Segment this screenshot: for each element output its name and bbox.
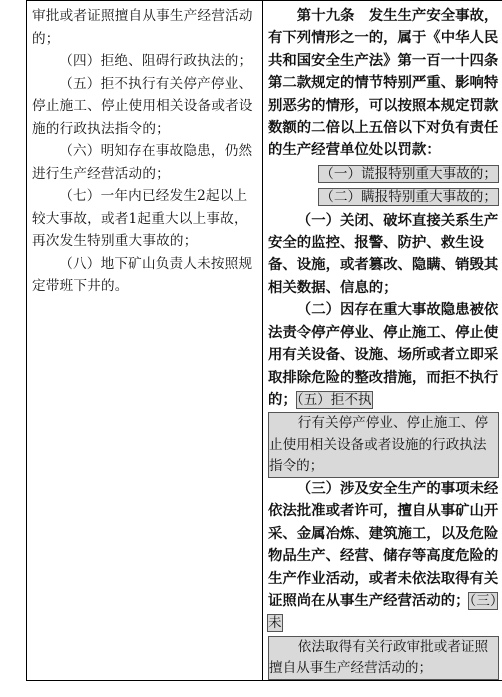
highlight-concealed-report: （二）瞒报特别重大事故的； xyxy=(320,189,497,206)
right-paragraph-3: （三）涉及安全生产的事项未经依法批准或者许可，擅自从事矿山开采、金属冶炼、建筑施工，以及危险物品生产、经营、储存等高度危险的生产作业活动，或者未依法取得有关证照尚在从事生产经营活动的；（三）未 依法取得有关行政审批或者证照擅自从事生产经营活动的； xyxy=(268,478,499,680)
article-19-intro: 第十九条 发生生产安全事故，有下列情形之一的，属于《中华人民共和国安全生产法》第一百一十四条第二款规定的情节特别严重、影响特别恶劣的情形，可以按照本规定罚款数额的二倍以上五倍以下对负有责任的生产经营单位处以罚款： xyxy=(268,7,499,159)
right-paragraph-1: （一）关闭、破坏直接关系生产安全的监控、报警、防护、救生设备、设施，或者篡改、隐瞒、销毁其相关数据、信息的； xyxy=(268,211,499,296)
comparison-table xyxy=(26,0,502,681)
left-column-cell xyxy=(27,1,263,681)
left-paragraph-8: （八）地下矿山负责人未按照规定带班下井的。 xyxy=(32,255,253,294)
highlight-refuse-enforcement-start: （五）拒不执 xyxy=(296,391,372,408)
highlight-no-license: 依法取得有关行政审批或者证照擅自从事生产经营活动的； xyxy=(268,636,499,680)
table-row xyxy=(27,1,502,681)
left-paragraph-5: （五）拒不执行有关停产停业、停止施工、停止使用相关设备或者设施的行政执法指令的； xyxy=(32,75,253,137)
right-paragraph-2: （二）因存在重大事故隐患被依法责令停产停业、停止施工、停止使用有关设备、设施、场所或者立即采取排除危险的整改措施，而拒不执行的；（五）拒不执 行有关停产停业、停止施工、停止使用相关设备或者设施的行政执法指令的； xyxy=(268,299,499,478)
left-paragraph-0: 审批或者证照擅自从事生产经营活动的； xyxy=(32,8,253,47)
highlight-false-report: （一）谎报特别重大事故的； xyxy=(320,165,497,182)
highlight-no-license-start: （三）未 xyxy=(268,592,497,632)
left-paragraph-6: （六）明知存在事故隐患，仍然进行生产经营活动的； xyxy=(32,143,253,182)
left-paragraph-7: （七）一年内已经发生2起以上较大事故，或者1起重大以上事故，再次发生特别重大事故的； xyxy=(32,188,248,249)
left-paragraph-4: （四）拒绝、阻碍行政执法的； xyxy=(59,53,253,69)
highlight-refuse-enforcement: 行有关停产停业、停止施工、停止使用相关设备或者设施的行政执法指令的； xyxy=(268,412,499,478)
right-column-cell xyxy=(263,1,502,681)
